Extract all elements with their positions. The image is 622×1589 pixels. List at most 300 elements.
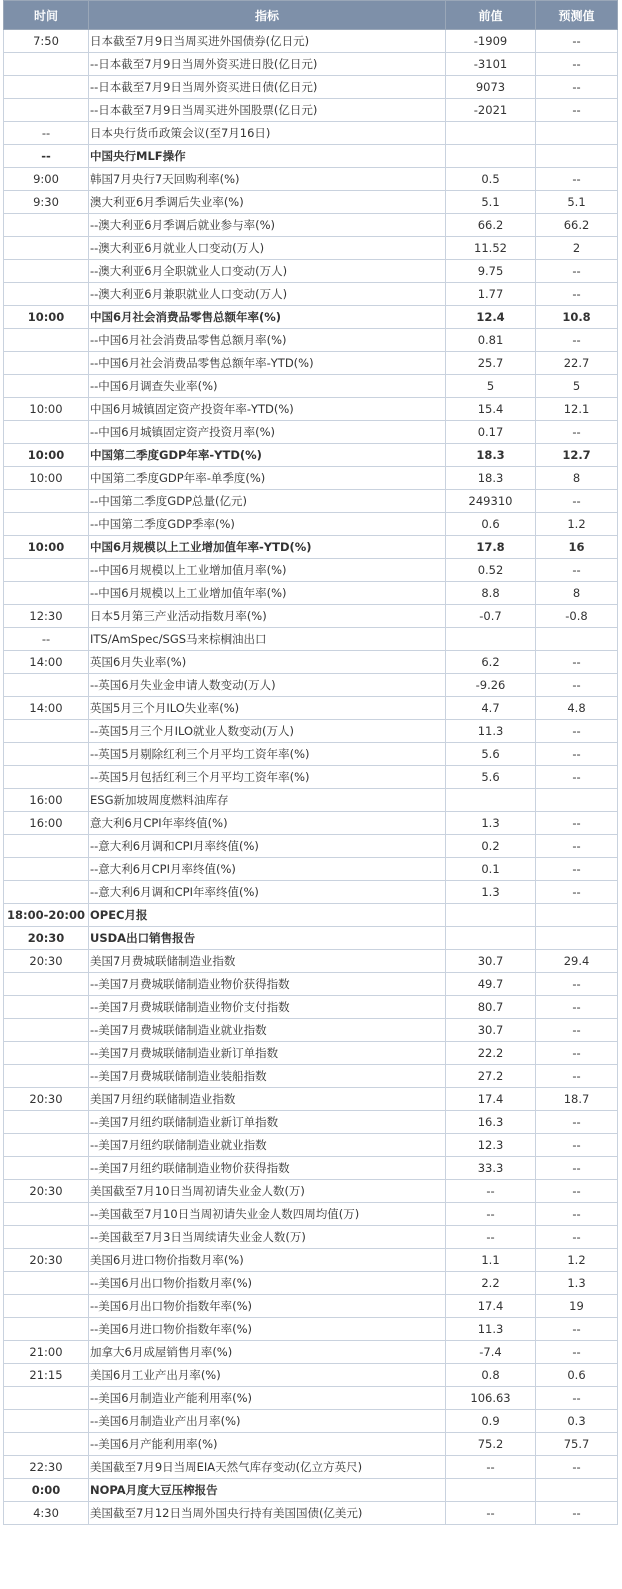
table-row [4, 835, 618, 858]
time-cell: 14:00 [4, 651, 89, 674]
forecast-value-cell: 4.8 [536, 697, 618, 720]
forecast-value-cell: -- [536, 835, 618, 858]
time-cell: 10:00 [4, 306, 89, 329]
table-row [4, 1364, 618, 1387]
indicator-cell: 美国7月费城联储制造业指数 [89, 950, 446, 973]
forecast-value-cell [536, 145, 618, 168]
time-cell: 20:30 [4, 1249, 89, 1272]
previous-value-cell: 17.8 [446, 536, 536, 559]
indicator-cell: --澳大利亚6月就业人口变动(万人) [89, 237, 446, 260]
time-cell [4, 766, 89, 789]
indicator-cell: --中国6月社会消费品零售总额月率(%) [89, 329, 446, 352]
indicator-cell: --中国6月社会消费品零售总额年率-YTD(%) [89, 352, 446, 375]
forecast-value-cell: 10.8 [536, 306, 618, 329]
table-row [4, 927, 618, 950]
indicator-cell: 中国6月社会消费品零售总额年率(%) [89, 306, 446, 329]
table-row [4, 789, 618, 812]
previous-value-cell: -- [446, 1180, 536, 1203]
previous-value-cell: 27.2 [446, 1065, 536, 1088]
indicator-cell: 美国截至7月9日当周EIA天然气库存变动(亿立方英尺) [89, 1456, 446, 1479]
table-row [4, 1387, 618, 1410]
table-row [4, 99, 618, 122]
time-cell: 4:30 [4, 1502, 89, 1525]
time-cell [4, 1387, 89, 1410]
time-cell: 7:50 [4, 30, 89, 53]
indicator-cell: 美国截至7月12日当周外国央行持有美国国债(亿美元) [89, 1502, 446, 1525]
previous-value-cell: 80.7 [446, 996, 536, 1019]
indicator-cell: ESG新加坡周度燃料油库存 [89, 789, 446, 812]
time-cell [4, 835, 89, 858]
time-cell [4, 375, 89, 398]
forecast-value-cell: 19 [536, 1295, 618, 1318]
previous-value-cell: 1.3 [446, 881, 536, 904]
previous-value-cell [446, 789, 536, 812]
indicator-cell: --意大利6月CPI月率终值(%) [89, 858, 446, 881]
indicator-cell: --中国6月调查失业率(%) [89, 375, 446, 398]
forecast-value-cell: 1.3 [536, 1272, 618, 1295]
forecast-value-cell: -- [536, 1341, 618, 1364]
forecast-value-cell: -- [536, 651, 618, 674]
table-row [4, 1456, 618, 1479]
time-cell [4, 1134, 89, 1157]
table-row [4, 950, 618, 973]
table-row [4, 1433, 618, 1456]
time-cell: 10:00 [4, 467, 89, 490]
table-body [4, 30, 618, 1525]
indicator-cell: --美国7月费城联储制造业物价支付指数 [89, 996, 446, 1019]
forecast-value-cell: 18.7 [536, 1088, 618, 1111]
table-header [4, 1, 618, 30]
previous-value-cell: -3101 [446, 53, 536, 76]
time-cell [4, 1111, 89, 1134]
indicator-cell: 美国6月工业产出月率(%) [89, 1364, 446, 1387]
table-row [4, 352, 618, 375]
indicator-cell: --美国截至7月10日当周初请失业金人数四周均值(万) [89, 1203, 446, 1226]
forecast-value-cell: -- [536, 559, 618, 582]
table-row [4, 1065, 618, 1088]
previous-value-cell: 66.2 [446, 214, 536, 237]
table-row [4, 1157, 618, 1180]
time-cell: 20:30 [4, 1180, 89, 1203]
indicator-cell: --意大利6月调和CPI月率终值(%) [89, 835, 446, 858]
previous-value-cell: -- [446, 1226, 536, 1249]
forecast-value-cell [536, 927, 618, 950]
indicator-cell: 日本5月第三产业活动指数月率(%) [89, 605, 446, 628]
table-row [4, 628, 618, 651]
forecast-value-cell [536, 789, 618, 812]
table-row [4, 145, 618, 168]
table-row [4, 283, 618, 306]
indicator-cell: --英国5月包括红利三个月平均工资年率(%) [89, 766, 446, 789]
time-cell: 21:00 [4, 1341, 89, 1364]
time-cell: 9:00 [4, 168, 89, 191]
table-row [4, 122, 618, 145]
indicator-cell: 日本央行货币政策会议(至7月16日) [89, 122, 446, 145]
previous-value-cell: 15.4 [446, 398, 536, 421]
forecast-value-cell: 2 [536, 237, 618, 260]
forecast-value-cell: 1.2 [536, 1249, 618, 1272]
time-cell [4, 582, 89, 605]
table-row [4, 375, 618, 398]
indicator-cell: --美国7月费城联储制造业物价获得指数 [89, 973, 446, 996]
indicator-cell: 中国第二季度GDP年率-YTD(%) [89, 444, 446, 467]
header-forecast: 预测值 [536, 1, 618, 30]
previous-value-cell: 106.63 [446, 1387, 536, 1410]
previous-value-cell: 0.8 [446, 1364, 536, 1387]
time-cell [4, 1272, 89, 1295]
previous-value-cell: 4.7 [446, 697, 536, 720]
forecast-value-cell: -- [536, 973, 618, 996]
previous-value-cell: 11.3 [446, 720, 536, 743]
forecast-value-cell: -- [536, 1042, 618, 1065]
time-cell [4, 674, 89, 697]
forecast-value-cell: 12.1 [536, 398, 618, 421]
forecast-value-cell [536, 904, 618, 927]
previous-value-cell: 33.3 [446, 1157, 536, 1180]
time-cell: 12:30 [4, 605, 89, 628]
previous-value-cell: 5.6 [446, 743, 536, 766]
indicator-cell: ITS/AmSpec/SGS马来棕榈油出口 [89, 628, 446, 651]
indicator-cell: 意大利6月CPI年率终值(%) [89, 812, 446, 835]
table-row [4, 536, 618, 559]
indicator-cell: --美国7月费城联储制造业就业指数 [89, 1019, 446, 1042]
time-cell [4, 352, 89, 375]
previous-value-cell: -9.26 [446, 674, 536, 697]
previous-value-cell: 249310 [446, 490, 536, 513]
table-row [4, 191, 618, 214]
table-row [4, 168, 618, 191]
previous-value-cell [446, 122, 536, 145]
time-cell [4, 260, 89, 283]
indicator-cell: 加拿大6月成屋销售月率(%) [89, 1341, 446, 1364]
time-cell: 0:00 [4, 1479, 89, 1502]
table-row [4, 1111, 618, 1134]
forecast-value-cell: -- [536, 858, 618, 881]
time-cell: -- [4, 145, 89, 168]
time-cell [4, 490, 89, 513]
indicator-cell: --澳大利亚6月季调后就业参与率(%) [89, 214, 446, 237]
indicator-cell: --美国6月出口物价指数年率(%) [89, 1295, 446, 1318]
previous-value-cell: 2.2 [446, 1272, 536, 1295]
time-cell: -- [4, 628, 89, 651]
table-row [4, 398, 618, 421]
time-cell [4, 1433, 89, 1456]
table-row [4, 30, 618, 53]
indicator-cell: NOPA月度大豆压榨报告 [89, 1479, 446, 1502]
time-cell [4, 996, 89, 1019]
indicator-cell: --美国7月费城联储制造业装船指数 [89, 1065, 446, 1088]
economic-calendar-table [3, 0, 618, 1525]
forecast-value-cell: 0.3 [536, 1410, 618, 1433]
previous-value-cell: 11.3 [446, 1318, 536, 1341]
previous-value-cell: 6.2 [446, 651, 536, 674]
time-cell [4, 720, 89, 743]
time-cell [4, 1157, 89, 1180]
previous-value-cell: 5.6 [446, 766, 536, 789]
table-row [4, 674, 618, 697]
previous-value-cell: 16.3 [446, 1111, 536, 1134]
previous-value-cell: -7.4 [446, 1341, 536, 1364]
forecast-value-cell: -- [536, 1111, 618, 1134]
forecast-value-cell: 1.2 [536, 513, 618, 536]
previous-value-cell [446, 1479, 536, 1502]
indicator-cell: --澳大利亚6月兼职就业人口变动(万人) [89, 283, 446, 306]
indicator-cell: 美国6月进口物价指数月率(%) [89, 1249, 446, 1272]
header-time: 时间 [4, 1, 89, 30]
previous-value-cell: 18.3 [446, 467, 536, 490]
indicator-cell: --美国截至7月3日当周续请失业金人数(万) [89, 1226, 446, 1249]
previous-value-cell: 30.7 [446, 1019, 536, 1042]
previous-value-cell: 0.52 [446, 559, 536, 582]
time-cell [4, 99, 89, 122]
forecast-value-cell: 12.7 [536, 444, 618, 467]
forecast-value-cell: -- [536, 329, 618, 352]
time-cell [4, 214, 89, 237]
table-row [4, 1295, 618, 1318]
table-row [4, 904, 618, 927]
previous-value-cell: -- [446, 1203, 536, 1226]
table-row [4, 812, 618, 835]
forecast-value-cell [536, 1479, 618, 1502]
forecast-value-cell [536, 122, 618, 145]
indicator-cell: --中国第二季度GDP总量(亿元) [89, 490, 446, 513]
indicator-cell: USDA出口销售报告 [89, 927, 446, 950]
time-cell [4, 76, 89, 99]
previous-value-cell: -2021 [446, 99, 536, 122]
indicator-cell: 中国央行MLF操作 [89, 145, 446, 168]
previous-value-cell [446, 904, 536, 927]
table-row [4, 651, 618, 674]
table-row [4, 444, 618, 467]
table-row [4, 766, 618, 789]
forecast-value-cell: -- [536, 421, 618, 444]
previous-value-cell: -- [446, 1456, 536, 1479]
forecast-value-cell: -- [536, 743, 618, 766]
table-row [4, 1318, 618, 1341]
table-row [4, 421, 618, 444]
indicator-cell: --美国6月制造业产出月率(%) [89, 1410, 446, 1433]
time-cell [4, 1019, 89, 1042]
previous-value-cell: 0.81 [446, 329, 536, 352]
table-row [4, 490, 618, 513]
time-cell: -- [4, 122, 89, 145]
time-cell: 10:00 [4, 536, 89, 559]
time-cell [4, 743, 89, 766]
indicator-cell: 美国7月纽约联储制造业指数 [89, 1088, 446, 1111]
forecast-value-cell: 8 [536, 467, 618, 490]
table-row [4, 467, 618, 490]
previous-value-cell [446, 628, 536, 651]
forecast-value-cell: -- [536, 53, 618, 76]
forecast-value-cell: 5 [536, 375, 618, 398]
table-row [4, 605, 618, 628]
indicator-cell: --意大利6月调和CPI年率终值(%) [89, 881, 446, 904]
table-row [4, 858, 618, 881]
forecast-value-cell: -- [536, 1502, 618, 1525]
indicator-cell: 澳大利亚6月季调后失业率(%) [89, 191, 446, 214]
time-cell [4, 421, 89, 444]
table-row [4, 53, 618, 76]
table-row [4, 582, 618, 605]
previous-value-cell: 1.1 [446, 1249, 536, 1272]
header-previous: 前值 [446, 1, 536, 30]
time-cell: 10:00 [4, 444, 89, 467]
indicator-cell: 日本截至7月9日当周买进外国债券(亿日元) [89, 30, 446, 53]
previous-value-cell: 12.3 [446, 1134, 536, 1157]
table-row [4, 237, 618, 260]
previous-value-cell: 17.4 [446, 1295, 536, 1318]
indicator-cell: --英国5月剔除红利三个月平均工资年率(%) [89, 743, 446, 766]
previous-value-cell: 25.7 [446, 352, 536, 375]
indicator-cell: 韩国7月央行7天回购利率(%) [89, 168, 446, 191]
previous-value-cell: 0.6 [446, 513, 536, 536]
previous-value-cell: 1.3 [446, 812, 536, 835]
time-cell [4, 1226, 89, 1249]
time-cell: 16:00 [4, 789, 89, 812]
time-cell: 20:30 [4, 927, 89, 950]
time-cell: 20:30 [4, 1088, 89, 1111]
time-cell: 20:30 [4, 950, 89, 973]
previous-value-cell [446, 927, 536, 950]
indicator-cell: --中国第二季度GDP季率(%) [89, 513, 446, 536]
table-row [4, 996, 618, 1019]
table-row [4, 1249, 618, 1272]
forecast-value-cell: -- [536, 881, 618, 904]
table-row [4, 1410, 618, 1433]
time-cell: 18:00-20:00 [4, 904, 89, 927]
table-row [4, 513, 618, 536]
indicator-cell: OPEC月报 [89, 904, 446, 927]
table-row [4, 1272, 618, 1295]
table-row [4, 697, 618, 720]
time-cell [4, 1318, 89, 1341]
previous-value-cell: 49.7 [446, 973, 536, 996]
previous-value-cell: 0.9 [446, 1410, 536, 1433]
table-row [4, 1019, 618, 1042]
table-row [4, 881, 618, 904]
previous-value-cell: 12.4 [446, 306, 536, 329]
forecast-value-cell: -0.8 [536, 605, 618, 628]
indicator-cell: --美国7月费城联储制造业新订单指数 [89, 1042, 446, 1065]
table-row [4, 1502, 618, 1525]
previous-value-cell: 0.17 [446, 421, 536, 444]
time-cell: 16:00 [4, 812, 89, 835]
time-cell [4, 513, 89, 536]
time-cell [4, 1410, 89, 1433]
table-row [4, 1088, 618, 1111]
header-indicator: 指标 [89, 1, 446, 30]
indicator-cell: 英国6月失业率(%) [89, 651, 446, 674]
previous-value-cell: 30.7 [446, 950, 536, 973]
previous-value-cell: 11.52 [446, 237, 536, 260]
previous-value-cell: 18.3 [446, 444, 536, 467]
previous-value-cell: 5 [446, 375, 536, 398]
indicator-cell: --美国6月产能利用率(%) [89, 1433, 446, 1456]
forecast-value-cell: -- [536, 1226, 618, 1249]
table-row [4, 1479, 618, 1502]
forecast-value-cell: -- [536, 1157, 618, 1180]
indicator-cell: --中国6月规模以上工业增加值年率(%) [89, 582, 446, 605]
previous-value-cell: 0.1 [446, 858, 536, 881]
table-row [4, 720, 618, 743]
indicator-cell: --美国7月纽约联储制造业新订单指数 [89, 1111, 446, 1134]
indicator-cell: --美国6月制造业产能利用率(%) [89, 1387, 446, 1410]
indicator-cell: 中国6月规模以上工业增加值年率-YTD(%) [89, 536, 446, 559]
previous-value-cell [446, 145, 536, 168]
time-cell [4, 881, 89, 904]
forecast-value-cell: 66.2 [536, 214, 618, 237]
forecast-value-cell: 16 [536, 536, 618, 559]
table-row [4, 306, 618, 329]
forecast-value-cell [536, 628, 618, 651]
forecast-value-cell: 22.7 [536, 352, 618, 375]
time-cell: 9:30 [4, 191, 89, 214]
indicator-cell: 中国第二季度GDP年率-单季度(%) [89, 467, 446, 490]
previous-value-cell: 9.75 [446, 260, 536, 283]
indicator-cell: --美国6月出口物价指数月率(%) [89, 1272, 446, 1295]
forecast-value-cell: 5.1 [536, 191, 618, 214]
time-cell [4, 1295, 89, 1318]
forecast-value-cell: -- [536, 1203, 618, 1226]
previous-value-cell: -1909 [446, 30, 536, 53]
forecast-value-cell: -- [536, 996, 618, 1019]
table-row [4, 1042, 618, 1065]
forecast-value-cell: -- [536, 720, 618, 743]
forecast-value-cell: -- [536, 812, 618, 835]
forecast-value-cell: -- [536, 1065, 618, 1088]
forecast-value-cell: -- [536, 260, 618, 283]
indicator-cell: --日本截至7月9日当周买进外国股票(亿日元) [89, 99, 446, 122]
time-cell [4, 1203, 89, 1226]
previous-value-cell: -- [446, 1502, 536, 1525]
forecast-value-cell: -- [536, 168, 618, 191]
table-row [4, 1203, 618, 1226]
indicator-cell: 英国5月三个月ILO失业率(%) [89, 697, 446, 720]
previous-value-cell: 17.4 [446, 1088, 536, 1111]
time-cell: 10:00 [4, 398, 89, 421]
forecast-value-cell: -- [536, 1019, 618, 1042]
time-cell [4, 559, 89, 582]
forecast-value-cell: -- [536, 490, 618, 513]
indicator-cell: 美国截至7月10日当周初请失业金人数(万) [89, 1180, 446, 1203]
time-cell: 22:30 [4, 1456, 89, 1479]
forecast-value-cell: -- [536, 76, 618, 99]
table-row [4, 1180, 618, 1203]
table-row [4, 1341, 618, 1364]
forecast-value-cell: 75.7 [536, 1433, 618, 1456]
forecast-value-cell: -- [536, 1387, 618, 1410]
time-cell [4, 329, 89, 352]
time-cell [4, 973, 89, 996]
previous-value-cell: 1.77 [446, 283, 536, 306]
indicator-cell: --美国7月纽约联储制造业就业指数 [89, 1134, 446, 1157]
time-cell: 14:00 [4, 697, 89, 720]
forecast-value-cell: -- [536, 283, 618, 306]
table-row [4, 743, 618, 766]
indicator-cell: --英国6月失业金申请人数变动(万人) [89, 674, 446, 697]
time-cell: 21:15 [4, 1364, 89, 1387]
indicator-cell: --澳大利亚6月全职就业人口变动(万人) [89, 260, 446, 283]
forecast-value-cell: -- [536, 674, 618, 697]
header-row [4, 1, 618, 30]
forecast-value-cell: -- [536, 1318, 618, 1341]
previous-value-cell: 75.2 [446, 1433, 536, 1456]
table-row [4, 329, 618, 352]
table-row [4, 559, 618, 582]
time-cell [4, 1042, 89, 1065]
table-row [4, 76, 618, 99]
time-cell [4, 283, 89, 306]
